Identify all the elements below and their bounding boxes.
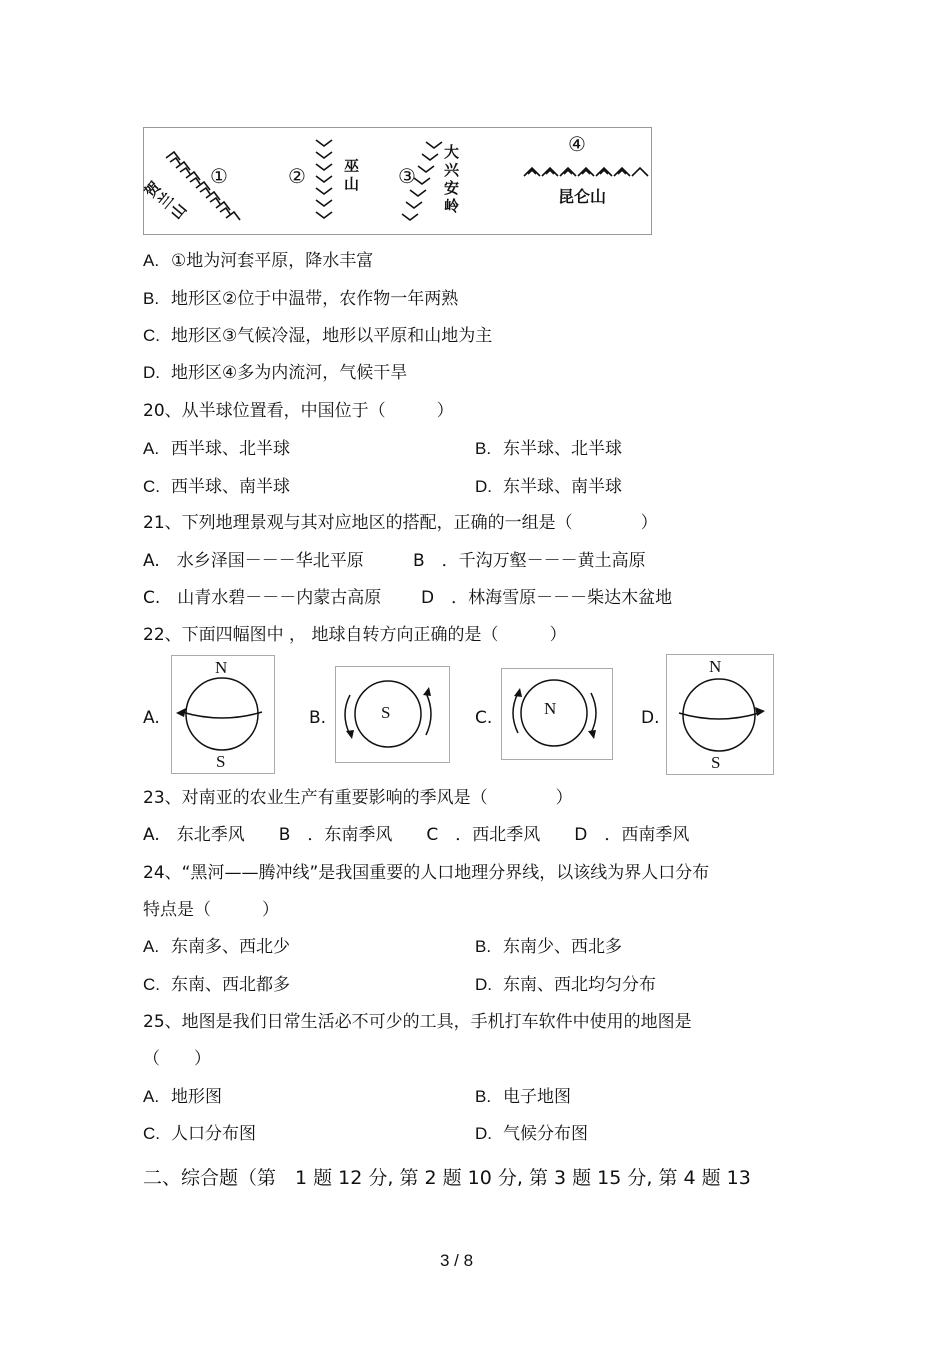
north-label: N	[709, 657, 722, 676]
q20-stem: 20、从半球位置看，中国位于（ ）	[143, 401, 454, 421]
q25-option-d: D. 气候分布图	[475, 1124, 588, 1144]
q21-option-a: A. 水乡泽国－－－华北平原	[143, 551, 364, 571]
q22-figure-c	[501, 668, 613, 760]
globe-side-view-d	[667, 655, 773, 774]
polar-view-b	[336, 667, 449, 762]
globe-side-view-a	[172, 656, 274, 773]
mountain-name-kunlun: 昆仑山	[558, 189, 607, 206]
mountain-figure	[143, 127, 652, 235]
q21-option-c: C. 山青水碧－－－内蒙古高原	[143, 588, 382, 608]
q24-stem-line2: 特点是（ ）	[143, 900, 279, 920]
section-2-title: 二、综合题（第 1 题 12 分, 第 2 题 10 分, 第 3 题 15 分, 第 4 题 13	[143, 1167, 751, 1189]
south-label: S	[216, 752, 226, 771]
q22-letter-a: A.	[143, 708, 160, 728]
south-pole-label: S	[381, 703, 391, 722]
q24-option-c: C. 东南、西北都多	[143, 975, 290, 995]
q21-option-b: B ．千沟万壑－－－黄土高原	[413, 551, 646, 571]
q24-option-b: B. 东南少、西北多	[475, 937, 622, 957]
q23-stem: 23、对南亚的农业生产有重要影响的季风是（ ）	[143, 788, 573, 808]
figure-label-1: ①	[210, 166, 228, 188]
polar-view-c	[502, 669, 612, 759]
north-pole-label: N	[544, 699, 557, 718]
q22-figure-d	[666, 654, 774, 775]
q19-option-d: D. 地形区④多为内流河，气候干旱	[143, 363, 408, 383]
q22-letter-c: C.	[475, 708, 493, 728]
mountain-name-helan: 贺兰山	[141, 178, 191, 223]
q24-stem-line1: 24、“黑河——腾冲线”是我国重要的人口地理分界线，以该线为界人口分布	[143, 863, 710, 883]
q25-option-b: B. 电子地图	[475, 1087, 571, 1107]
page-number: 3 / 8	[440, 1251, 474, 1270]
q21-option-d: D ．林海雪原－－－柴达木盆地	[421, 588, 673, 608]
q22-letter-d: D.	[641, 708, 660, 728]
q25-option-c: C. 人口分布图	[143, 1124, 256, 1144]
q20-option-c: C. 西半球、南半球	[143, 477, 290, 497]
q22-figure-a	[171, 655, 275, 774]
north-label: N	[215, 658, 228, 677]
mountain-name-wushan: 巫山	[344, 158, 360, 193]
figure-label-4: ④	[568, 134, 586, 156]
q24-option-d: D. 东南、西北均匀分布	[475, 975, 656, 995]
q22-letter-b: B.	[309, 708, 327, 728]
q20-option-d: D. 东半球、南半球	[475, 477, 622, 497]
q22-figure-b	[335, 666, 450, 763]
q20-option-b: B. 东半球、北半球	[475, 439, 622, 459]
figure-label-3: ③	[398, 166, 416, 188]
q19-option-a: A. ①地为河套平原，降水丰富	[143, 251, 374, 271]
q23-options: A. 东北季风 B ．东南季风 C ．西北季风 D ．西南季风	[143, 825, 690, 845]
q25-stem-line2: （ ）	[143, 1049, 211, 1069]
q25-option-a: A. 地形图	[143, 1087, 222, 1107]
mountain-name-daxinganling: 大兴安岭	[444, 144, 460, 215]
q25-stem-line1: 25、地图是我们日常生活必不可少的工具，手机打车软件中使用的地图是	[143, 1012, 692, 1032]
q22-stem: 22、下面四幅图中 ， 地球自转方向正确的是（ ）	[143, 625, 567, 645]
q21-stem: 21、下列地理景观与其对应地区的搭配，正确的一组是（ ）	[143, 513, 658, 533]
q19-option-c: C. 地形区③气候冷湿，地形以平原和山地为主	[143, 326, 493, 346]
figure-label-2: ②	[288, 166, 306, 188]
q20-option-a: A. 西半球、北半球	[143, 439, 290, 459]
q24-option-a: A. 东南多、西北少	[143, 937, 290, 957]
south-label: S	[711, 753, 721, 772]
q19-option-b: B. 地形区②位于中温带，农作物一年两熟	[143, 289, 459, 309]
